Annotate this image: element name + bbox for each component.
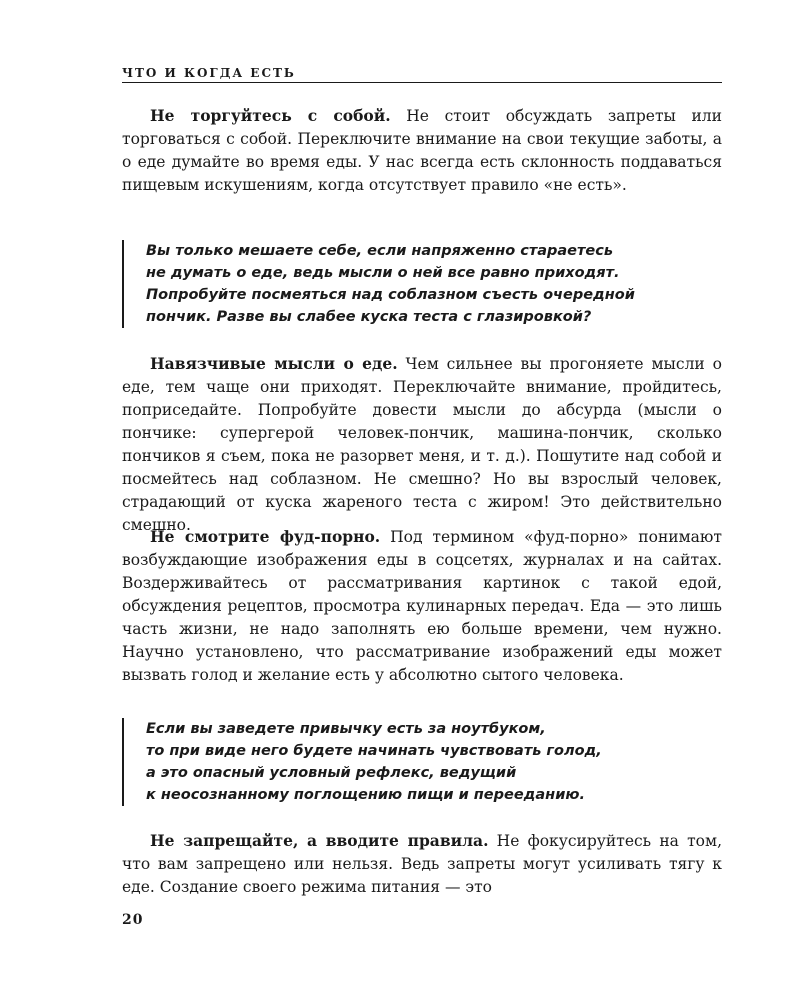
quote-line: пончик. Разве вы слабее куска теста с глазировкой? [146,309,592,325]
paragraph-lead: Навязчивые мысли о еде. [150,354,398,373]
paragraph-lead: Не смотрите фуд-порно. [150,527,381,546]
paragraph-obsessive-thoughts [122,352,722,537]
quote-line: Если вы заведете привычку есть за ноутбуком, [146,721,546,737]
paragraph-rules [122,829,722,899]
paragraph-body: Под термином «фуд-порно» понимают возбуждающие изображения еды в соцсетях, журналах и на сайтах. Воздерживайтесь от рассматривания картинок с такой едой, обсуждения рецептов, просмотра кулинарных передач. Еда — это лишь часть жизни, не надо заполнять ею больше времени, чем нужно. Научно установлено, что рассматривание изображений еды может вызвать голод и желание есть у абсолютно сытого человека. [122,528,722,684]
paragraph-body: Чем сильнее вы прогоняете мысли о еде, тем чаще они приходят. Переключайте внимание, пройдитесь, поприседайте. Попробуйте довести мысли до абсурда (мысли о пончике: супергерой человек-пончик, машина-пончик, сколько пончиков я съем, пока не разорвет меня, и т. д.). Пошутите над собой и посмейтесь над соблазном. Не смешно? Но вы взрослый человек, страдающий от куска жареного теста с жиром! Это действительно смешно. [122,355,722,534]
quote-line: Попробуйте посмеяться над соблазном съесть очередной [146,287,635,303]
quote-line: Вы только мешаете себе, если напряженно стараетесь [146,243,614,259]
running-header [122,62,722,83]
paragraph-lead: Не торгуйтесь с собой. [150,106,391,125]
quote-line: не думать о еде, ведь мысли о ней все равно приходят. [146,265,620,281]
header-title: ЧТО И КОГДА ЕСТЬ [122,66,296,80]
paragraph-body: Не стоит обсуждать запреты или торговаться с собой. Переключите внимание на свои текущие заботы, а о еде думайте во время еды. У нас всегда есть склонность поддаваться пищевым искушениям, когда отсутствует правило «не есть». [122,107,722,194]
quote-line: к неосознанному поглощению пищи и перееданию. [146,787,585,803]
paragraph-food-porn [122,525,722,687]
page-number: 20 [122,912,144,928]
pull-quote-2 [122,718,712,806]
quote-line: а это опасный условный рефлекс, ведущий [146,765,517,781]
paragraph-dont-bargain [122,104,722,197]
quote-line: то при виде него будете начинать чувствовать голод, [146,743,602,759]
paragraph-lead: Не запрещайте, а вводите правила. [150,831,489,850]
paragraph-body: Не фокусируйтесь на том, что вам запрещено или нельзя. Ведь запреты могут усиливать тягу к еде. Создание своего режима питания — это [122,832,722,896]
pull-quote-1 [122,240,712,328]
